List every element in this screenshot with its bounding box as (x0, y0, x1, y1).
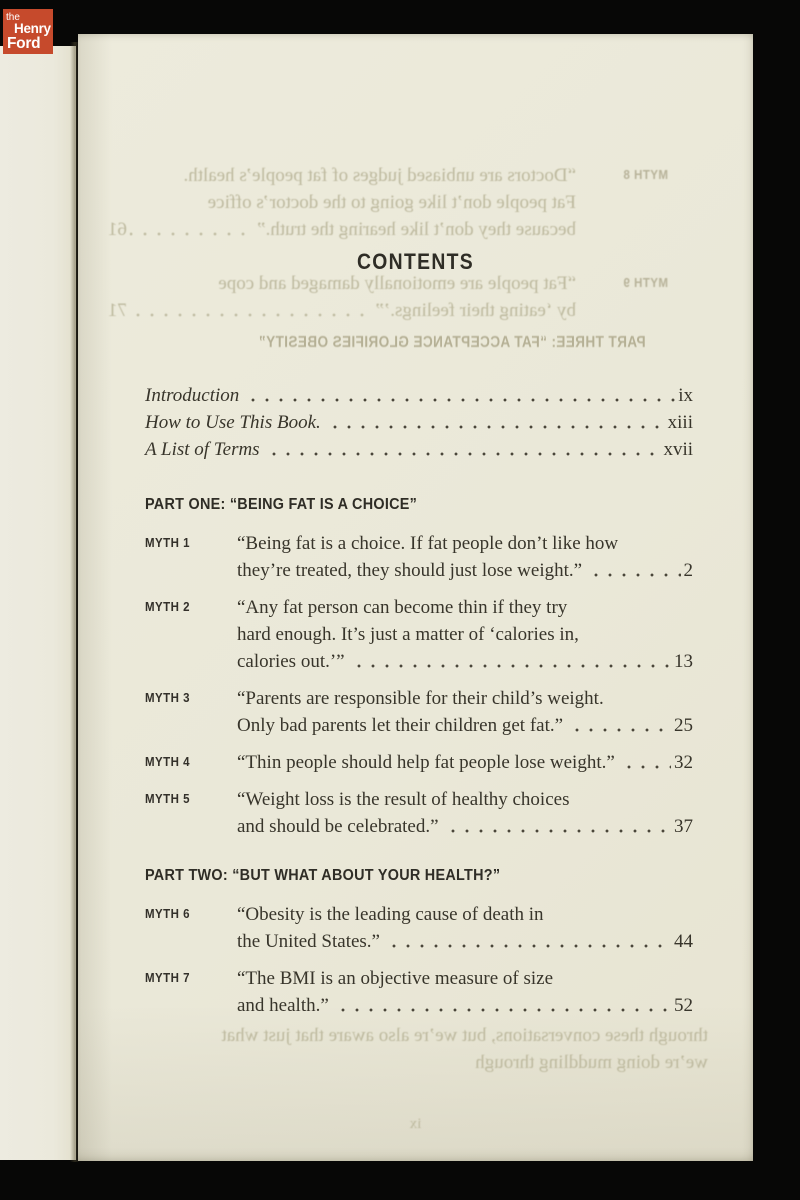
entry-text: “Obesity is the leading cause of death in (237, 904, 544, 925)
page-number: ix (678, 385, 693, 406)
dot-leader (130, 310, 369, 320)
page-number: 13 (674, 651, 693, 672)
entry-text: “The BMI is an objective measure of size (237, 968, 554, 989)
ghost-page-number: 71 (108, 300, 127, 321)
entry-text: calories out.’” 13 (237, 648, 693, 675)
page-number: 25 (674, 715, 693, 736)
toc-entry-myth-6 (145, 901, 693, 955)
entry-text: the United States.” 44 (237, 928, 693, 955)
ghost-line: Fat people don’t like going to the doctor’s office (207, 192, 576, 213)
entry-title: A List of Terms (145, 439, 260, 460)
page-number: 52 (674, 995, 693, 1016)
dot-leader (570, 725, 671, 735)
ghost-line: because they don’t like hearing the truth.” 61 (108, 216, 576, 243)
entry-text: “Parents are responsible for their child’s weight. (237, 688, 604, 709)
page-number: xvii (663, 439, 693, 460)
ghost-myth-label: MYTH 8 (623, 168, 668, 182)
part-one-section (145, 496, 693, 850)
ghost-line: “Doctors are unbiased judges of fat people’s health. (183, 165, 576, 186)
dot-leader (387, 941, 671, 951)
ghost-line: by ‘eating their feelings.’” 71 (108, 297, 576, 324)
ghost-myth-label: MYTH 9 (623, 276, 668, 290)
dot-leader (622, 762, 671, 772)
myth-label: MYTH 4 (145, 755, 190, 769)
facing-page-edge (0, 46, 76, 1160)
toc-entry-how-to-use (145, 409, 693, 436)
bleedthrough-myth9 (108, 270, 668, 334)
ghost-line: “Fat people are emotionally damaged and cope (218, 273, 576, 294)
part-two-section (145, 867, 693, 1029)
myth-label: MYTH 6 (145, 907, 190, 921)
myth-label: MYTH 1 (145, 536, 190, 550)
myth-label: MYTH 3 (145, 691, 190, 705)
dot-leader (446, 826, 671, 836)
entry-text: Only bad parents let their children get fat.” 25 (237, 712, 693, 739)
bleedthrough-bottom-text (108, 1022, 708, 1076)
dot-leader (336, 1005, 671, 1015)
ghost-page-number: 61 (108, 219, 127, 240)
dot-leader (589, 570, 680, 580)
dot-leader (246, 395, 675, 405)
toc-entry-introduction (145, 382, 693, 409)
page-number: xiii (667, 412, 693, 433)
toc-entry-myth-2 (145, 594, 693, 675)
part-one-heading: PART ONE: “BEING FAT IS A CHOICE” (145, 496, 418, 513)
toc-entry-myth-3 (145, 685, 693, 739)
bleedthrough-part-heading: PART THREE: “FAT ACCEPTANCE GLORIFIES OBESITY” (258, 334, 646, 351)
entry-text: and should be celebrated.” 37 (237, 813, 693, 840)
entry-title: Introduction (145, 385, 240, 406)
dot-leader (328, 422, 665, 432)
ghost-line: through these conversations, but we’re also aware that just what (221, 1025, 708, 1046)
entry-text: “Being fat is a choice. If fat people don’t like how (237, 533, 619, 554)
dot-leader (267, 449, 661, 459)
henry-ford-logo (3, 9, 53, 54)
entry-text: “Any fat person can become thin if they try (237, 597, 568, 618)
toc-entry-list-of-terms (145, 436, 693, 463)
myth-label: MYTH 5 (145, 792, 190, 806)
myth-label: MYTH 2 (145, 600, 190, 614)
myth-label: MYTH 7 (145, 971, 190, 985)
toc-entry-myth-1 (145, 530, 693, 584)
logo-the: the (6, 12, 20, 23)
entry-text: and health.” 52 (237, 992, 693, 1019)
entry-text: hard enough. It’s just a matter of ‘calories in, (237, 624, 579, 645)
logo-henry: Henry (14, 21, 51, 36)
part-two-heading: PART TWO: “BUT WHAT ABOUT YOUR HEALTH?” (145, 867, 501, 884)
page-number: 32 (674, 752, 693, 773)
toc-entry-myth-7 (145, 965, 693, 1019)
entry-text: they’re treated, they should just lose weight.” 2 (237, 557, 693, 584)
page-number: 37 (674, 816, 693, 837)
toc-entry-myth-5 (145, 786, 693, 840)
page-number: 2 (683, 560, 693, 581)
entry-text: “Weight loss is the result of healthy choices (237, 789, 570, 810)
bleedthrough-myth8 (108, 162, 668, 253)
bleedthrough-folio: ix (409, 1116, 422, 1132)
entry-title: How to Use This Book. (145, 412, 321, 433)
logo-ford: Ford (7, 34, 41, 52)
dot-leader (352, 661, 671, 671)
contents-title: CONTENTS (356, 249, 475, 274)
page-number: 44 (674, 931, 693, 952)
book-page (78, 34, 753, 1161)
entry-text: “Thin people should help fat people lose weight.” 32 (237, 749, 693, 776)
dot-leader (130, 229, 250, 239)
ghost-line: we’re doing muddling through (475, 1052, 708, 1073)
toc-entry-myth-4 (145, 749, 693, 776)
front-matter-list (145, 382, 693, 463)
